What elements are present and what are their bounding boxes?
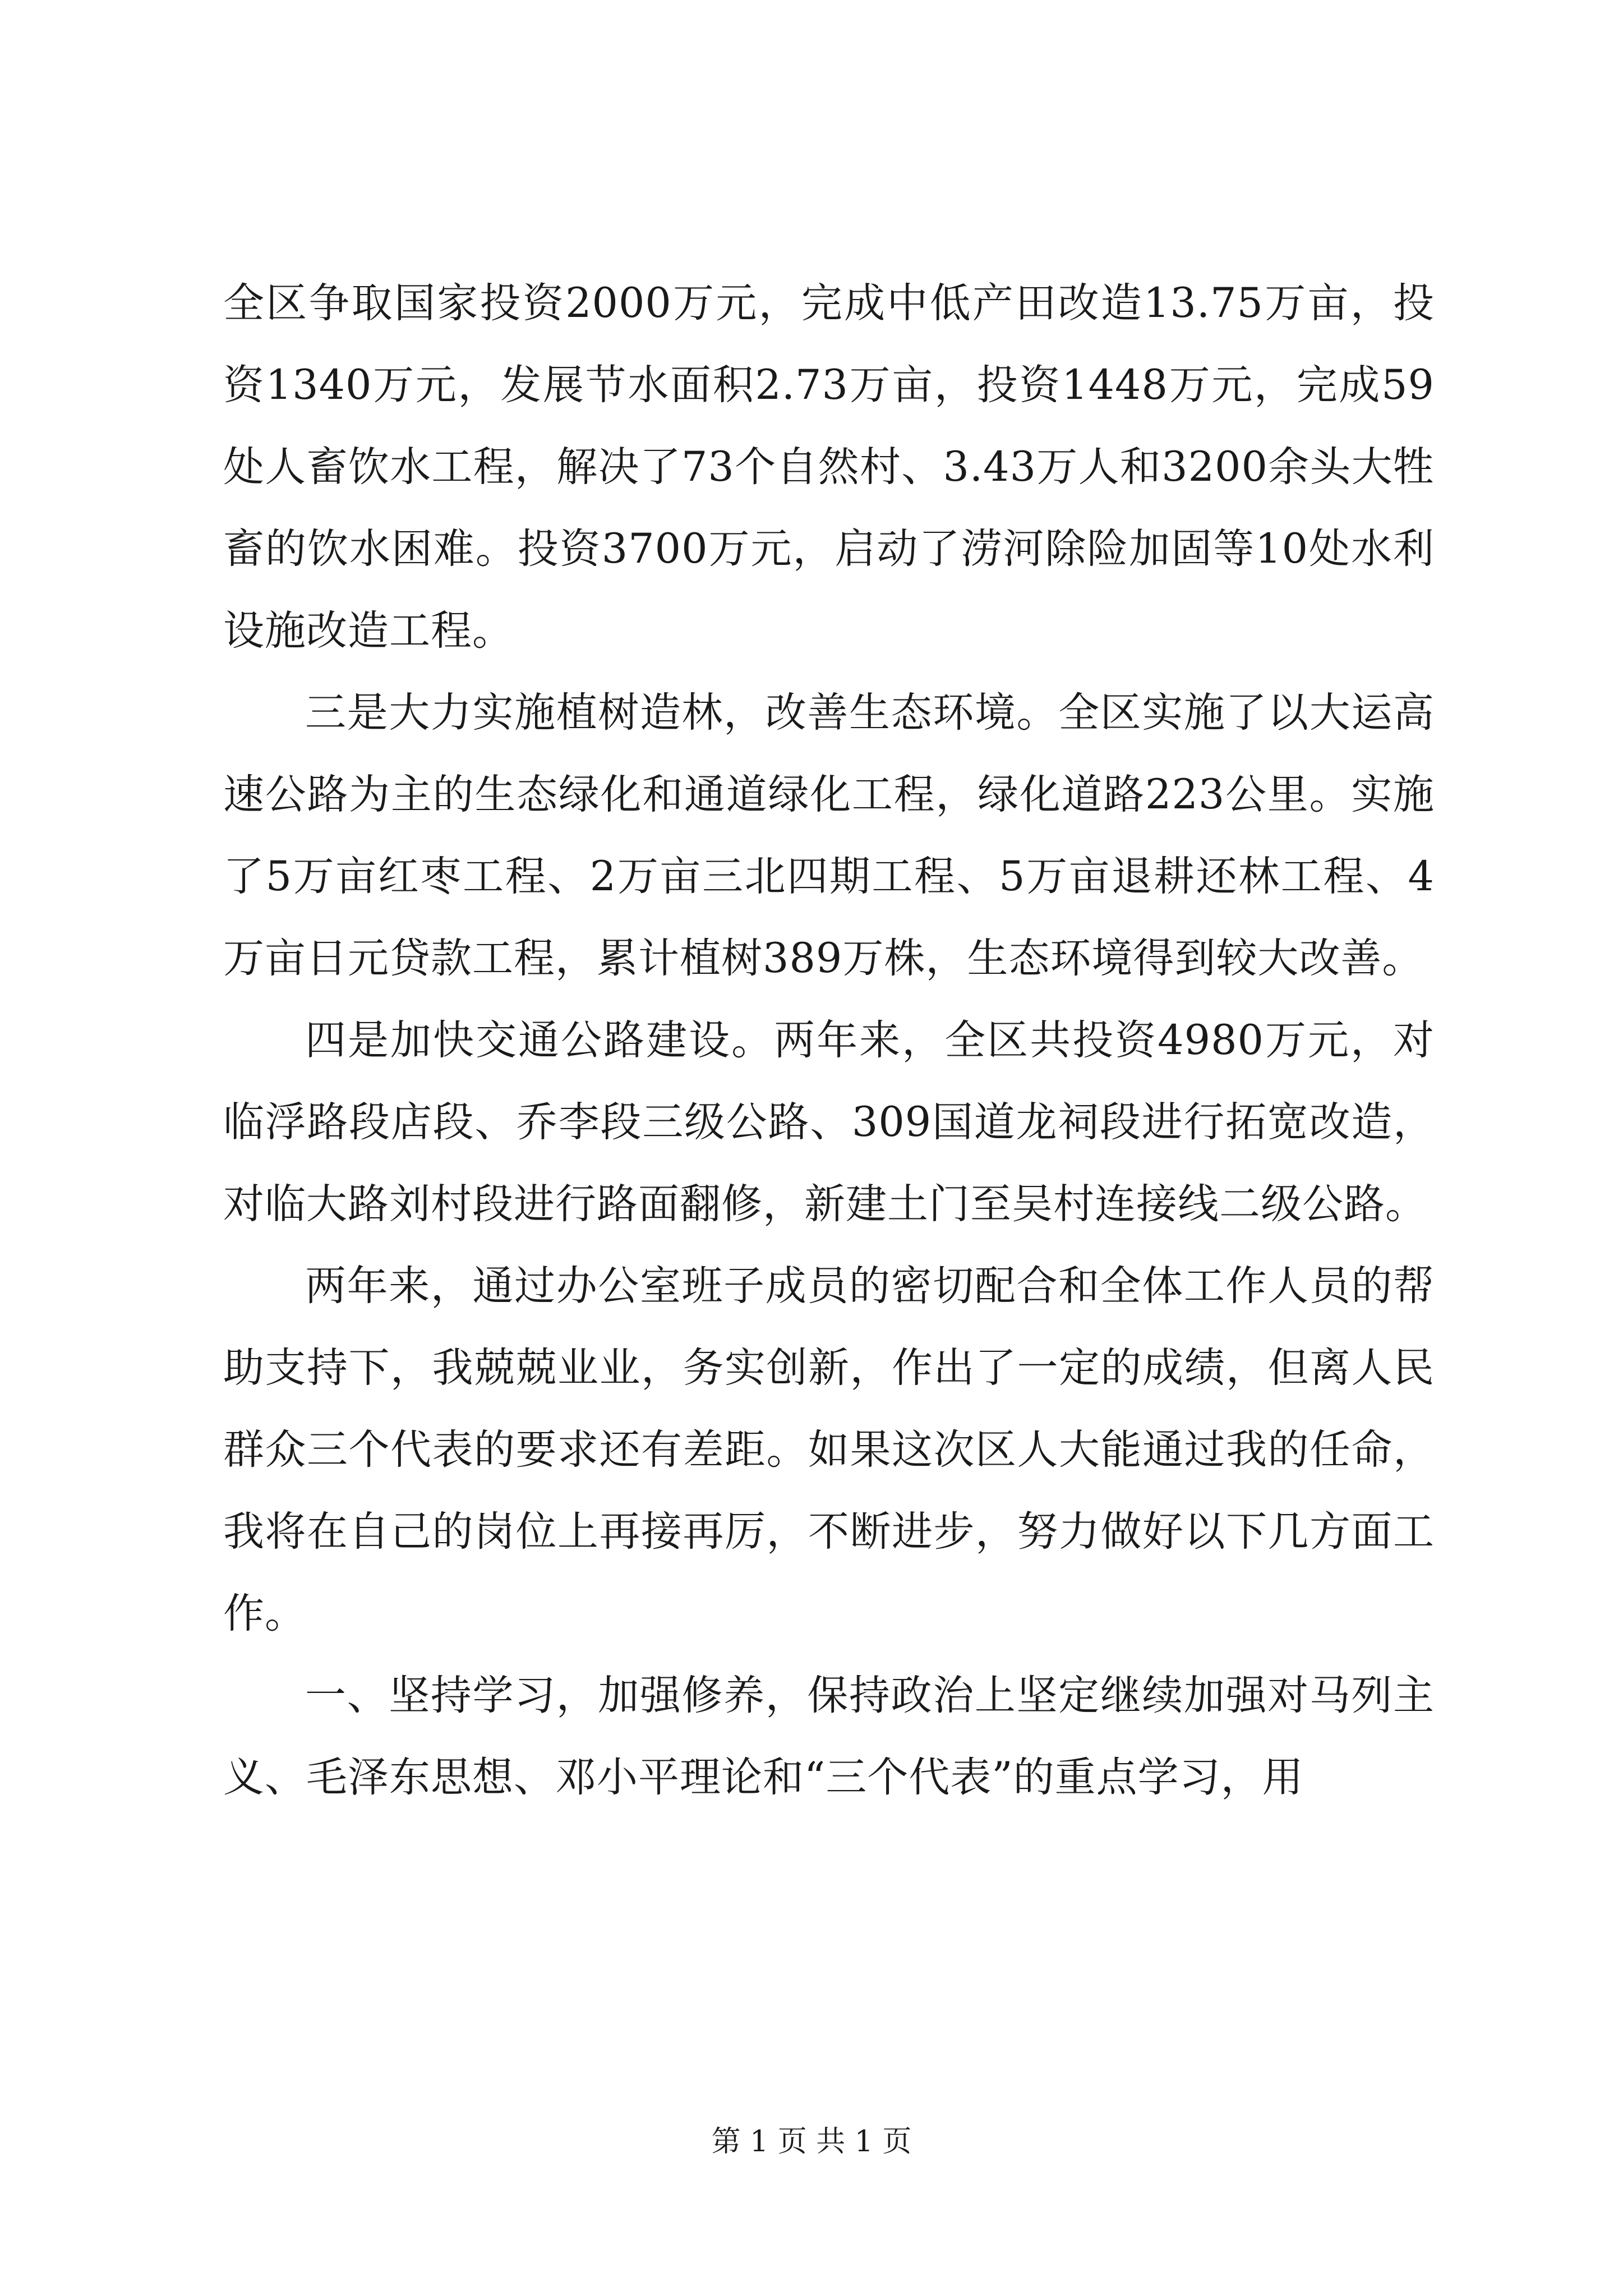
paragraph-3: 四是加快交通公路建设。两年来，全区共投资4980万元，对临浮路段店段、乔李段三级公路、309国道龙祠段进行拓宽改造，对临大路刘村段进行路面翻修，新建土门至吴村连接线二级公路。 — [223, 1016, 1435, 1228]
paragraph-1: 全区争取国家投资2000万元，完成中低产田改造13.75万亩，投资1340万元，发展节水面积2.73万亩，投资1448万元，完成59处人畜饮水工程，解决了73个自然村、3.43万人和3200余头大牲畜的饮水困难。投资3700万元，启动了涝河除险加固等10处水利设施改造工程。 — [223, 279, 1435, 655]
paragraph-4: 两年来，通过办公室班子成员的密切配合和全体工作人员的帮助支持下，我兢兢业业，务实创新，作出了一定的成绩，但离人民群众三个代表的要求还有差距。如果这次区人大能通过我的任命，我将在自己的岗位上再接再厉，不断进步，努力做好以下几方面工作。 — [223, 1262, 1435, 1637]
document-body — [223, 263, 1435, 1819]
paragraph-5: 一、坚持学习，加强修养，保持政治上坚定继续加强对马列主义、毛泽东思想、邓小平理论和“三个代表”的重点学习，用 — [223, 1672, 1435, 1801]
paragraph-2: 三是大力实施植树造林，改善生态环境。全区实施了以大运高速公路为主的生态绿化和通道绿化工程，绿化道路223公里。实施了5万亩红枣工程、2万亩三北四期工程、5万亩退耕还林工程、4万亩日元贷款工程，累计植树389万株，生态环境得到较大改善。 — [223, 689, 1435, 982]
page-footer: 第 1 页 共 1 页 — [711, 2125, 912, 2159]
